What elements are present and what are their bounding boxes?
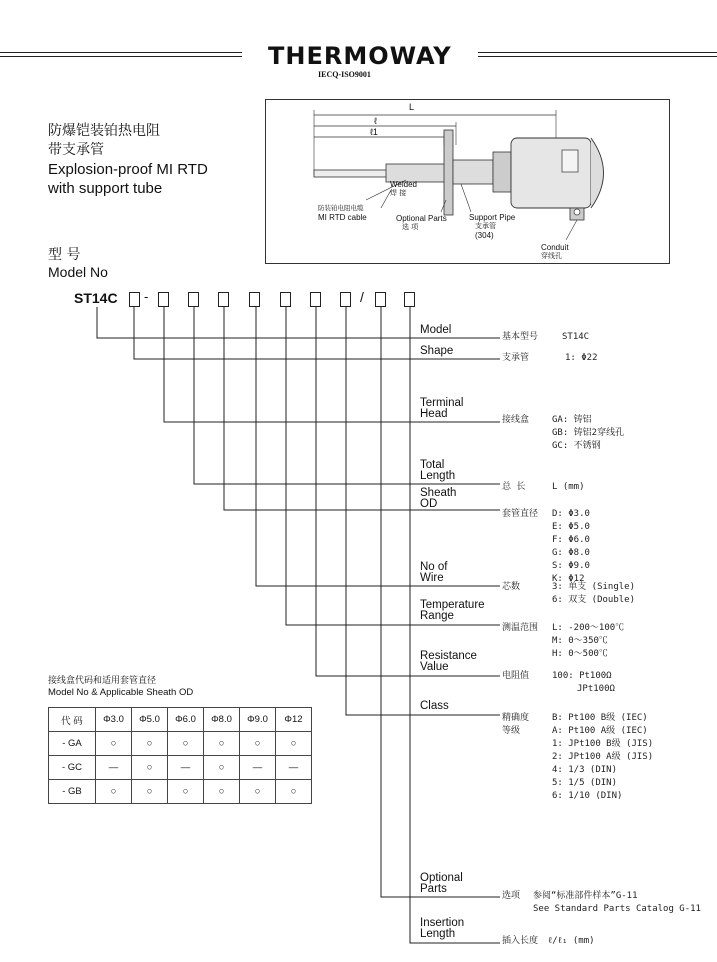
title-en-line1: Explosion-proof MI RTD <box>48 161 208 178</box>
table-header-cell: Φ8.0 <box>204 708 240 732</box>
table-header-cell: Φ3.0 <box>96 708 132 732</box>
label-temp-2: Range <box>420 610 454 622</box>
dim-L: L <box>409 102 415 112</box>
table-cell: ○ <box>204 780 240 804</box>
table-header-cell: Φ12 <box>276 708 312 732</box>
value-sheath-k: K: Φ12 <box>552 574 585 584</box>
label-total-length <box>420 460 455 482</box>
table-cell: - GC <box>49 756 96 780</box>
value-sheath-g: G: Φ8.0 <box>552 548 590 558</box>
zh-temperature: 测温范围 <box>502 623 539 633</box>
zh-sheath: 套管直径 <box>502 509 539 519</box>
value-resistance-100: 100: Pt100Ω <box>552 671 612 681</box>
support-en: Support Pipe <box>469 213 516 222</box>
label-wire-1: No of <box>420 561 448 573</box>
value-model: ST14C <box>562 332 590 342</box>
table-cell: ○ <box>132 780 168 804</box>
optional-zh: 选 项 <box>402 223 419 231</box>
brand-logo: THERMOWAY <box>268 42 452 70</box>
table-cell: ○ <box>204 756 240 780</box>
value-class-6: 6: 1/10 (DIN) <box>552 791 623 801</box>
value-terminal-gc: GC: 不锈钢 <box>552 441 601 451</box>
sheath-table-title <box>48 675 193 699</box>
table-cell: — <box>96 756 132 780</box>
welded-en: Welded <box>390 180 417 189</box>
value-class-b: B: Pt100 B级 (IEC) <box>552 713 648 723</box>
label-insertion-1: Insertion <box>420 917 465 929</box>
zh-wire: 芯数 <box>502 582 521 592</box>
conduit-en: Conduit <box>541 243 569 252</box>
value-optional-zh: 参阅“标准部件样本”G-11 <box>533 891 638 901</box>
model-heading-zh: 型 号 <box>48 247 81 263</box>
model-code-prefix: ST14C <box>74 290 118 306</box>
code-dash: - <box>144 289 149 304</box>
table-cell: ○ <box>132 756 168 780</box>
sheath-table-title-en: Model No & Applicable Sheath OD <box>48 687 194 698</box>
table-header-cell: Φ6.0 <box>168 708 204 732</box>
dim-l: ℓ <box>374 116 377 126</box>
values-optional <box>533 890 701 916</box>
table-header-cell: 代 码 <box>49 708 96 732</box>
label-temperature-range <box>420 600 485 622</box>
label-sheath-1: Sheath <box>420 487 457 499</box>
values-wire <box>552 581 635 607</box>
table-header-row <box>49 708 312 732</box>
dim-l1: ℓ1 <box>370 127 378 137</box>
value-insertion: ℓ/ℓ₁ (mm) <box>548 936 595 946</box>
zh-class-1: 精确度 <box>502 713 530 723</box>
zh-optional: 选项 <box>502 891 521 901</box>
table-cell: — <box>276 756 312 780</box>
zh-terminal: 接线盒 <box>502 415 530 425</box>
value-shape: 1: Φ22 <box>565 353 598 363</box>
label-total-2: Length <box>420 470 456 482</box>
value-sheath-f: F: Φ6.0 <box>552 535 590 545</box>
label-sheath-2: OD <box>420 498 438 510</box>
value-temp-m: M: 0～350℃ <box>552 636 608 646</box>
label-total-1: Total <box>420 459 445 471</box>
zh-shape: 支承管 <box>502 353 530 363</box>
model-heading-en: Model No <box>48 264 108 280</box>
zh-model: 基本型号 <box>502 332 539 342</box>
zh-class <box>502 712 529 738</box>
table-row <box>49 732 312 756</box>
table-cell: - GA <box>49 732 96 756</box>
table-cell: ○ <box>276 732 312 756</box>
label-wire-2: Wire <box>420 572 444 584</box>
label-optional-1: Optional <box>420 872 463 884</box>
label-resistance-value <box>420 651 477 673</box>
table-header-cell: Φ9.0 <box>240 708 276 732</box>
values-sheath <box>552 508 590 586</box>
value-class-2: 2: JPt100 A级 (JIS) <box>552 752 654 762</box>
cable-zh: 防装铂电阻电缆 <box>318 204 364 212</box>
table-cell: ○ <box>96 780 132 804</box>
value-resistance-jpt: JPt100Ω <box>577 684 615 694</box>
label-insertion-2: Length <box>420 928 456 940</box>
value-sheath-d: D: Φ3.0 <box>552 509 590 519</box>
label-terminal-1: Terminal <box>420 397 464 409</box>
conduit-zh: 穿线孔 <box>541 252 562 260</box>
support-material: (304) <box>475 231 494 240</box>
sheath-table-title-zh: 接线盒代码和适用套管直径 <box>48 676 157 686</box>
label-terminal-2: Head <box>420 408 448 420</box>
label-optional-parts <box>420 873 463 895</box>
value-class-4: 4: 1/3 (DIN) <box>552 765 618 775</box>
welded-zh: 焊 接 <box>390 189 407 197</box>
table-row <box>49 780 312 804</box>
table-cell: ○ <box>240 780 276 804</box>
table-cell: ○ <box>168 780 204 804</box>
values-terminal <box>552 414 624 453</box>
table-cell: ○ <box>276 780 312 804</box>
table-cell: — <box>168 756 204 780</box>
label-temp-1: Temperature <box>420 599 485 611</box>
value-temp-h: H: 0～500℃ <box>552 649 608 659</box>
table-cell: ○ <box>240 732 276 756</box>
value-sheath-s: S: Φ9.0 <box>552 561 590 571</box>
label-shape: Shape <box>420 345 454 357</box>
label-no-of-wire <box>420 562 448 584</box>
title-en-line2: with support tube <box>48 180 163 197</box>
sheath-od-table <box>48 707 312 804</box>
label-terminal-head <box>420 398 463 420</box>
label-sheath-od <box>420 488 456 510</box>
title-zh-line2: 带支承管 <box>48 142 104 158</box>
label-model: Model <box>420 324 452 336</box>
value-wire-3: 3: 单支 (Single) <box>552 582 636 592</box>
label-class: Class <box>420 700 449 712</box>
table-row <box>49 756 312 780</box>
value-terminal-ga: GA: 铸铝 <box>552 415 592 425</box>
table-cell: ○ <box>96 732 132 756</box>
table-cell: ○ <box>132 732 168 756</box>
value-class-1: 1: JPt100 B级 (JIS) <box>552 739 654 749</box>
value-wire-6: 6: 双支 (Double) <box>552 595 636 605</box>
table-cell: ○ <box>168 732 204 756</box>
zh-resistance: 电阻值 <box>502 671 530 681</box>
value-class-a: A: Pt100 A级 (IEC) <box>552 726 648 736</box>
table-cell: — <box>240 756 276 780</box>
value-terminal-gb: GB: 铸铝2穿线孔 <box>552 428 625 438</box>
code-slash: / <box>360 289 364 305</box>
table-header-cell: Φ5.0 <box>132 708 168 732</box>
certification-text: IECQ-ISO9001 <box>318 70 371 79</box>
value-temp-l: L: -200～100℃ <box>552 623 625 633</box>
zh-class-2: 等级 <box>502 726 521 736</box>
zh-insertion: 插入长度 <box>502 936 539 946</box>
label-resist-1: Resistance <box>420 650 477 662</box>
support-zh: 支承管 <box>475 222 496 230</box>
value-sheath-e: E: Φ5.0 <box>552 522 590 532</box>
values-resistance <box>552 670 615 696</box>
cable-en: MI RTD cable <box>318 213 367 222</box>
values-temperature <box>552 622 624 661</box>
value-optional-en: See Standard Parts Catalog G-11 <box>533 904 701 914</box>
label-insertion-length <box>420 918 464 940</box>
zh-total-length: 总 长 <box>502 482 526 492</box>
table-cell: ○ <box>204 732 240 756</box>
label-resist-2: Value <box>420 661 449 673</box>
title-zh-line1: 防爆铠装铂热电阻 <box>48 123 160 139</box>
values-class <box>552 712 653 803</box>
optional-en: Optional Parts <box>396 214 447 223</box>
label-optional-2: Parts <box>420 883 447 895</box>
value-total-length: L (mm) <box>552 482 585 492</box>
table-cell: - GB <box>49 780 96 804</box>
value-class-5: 5: 1/5 (DIN) <box>552 778 618 788</box>
